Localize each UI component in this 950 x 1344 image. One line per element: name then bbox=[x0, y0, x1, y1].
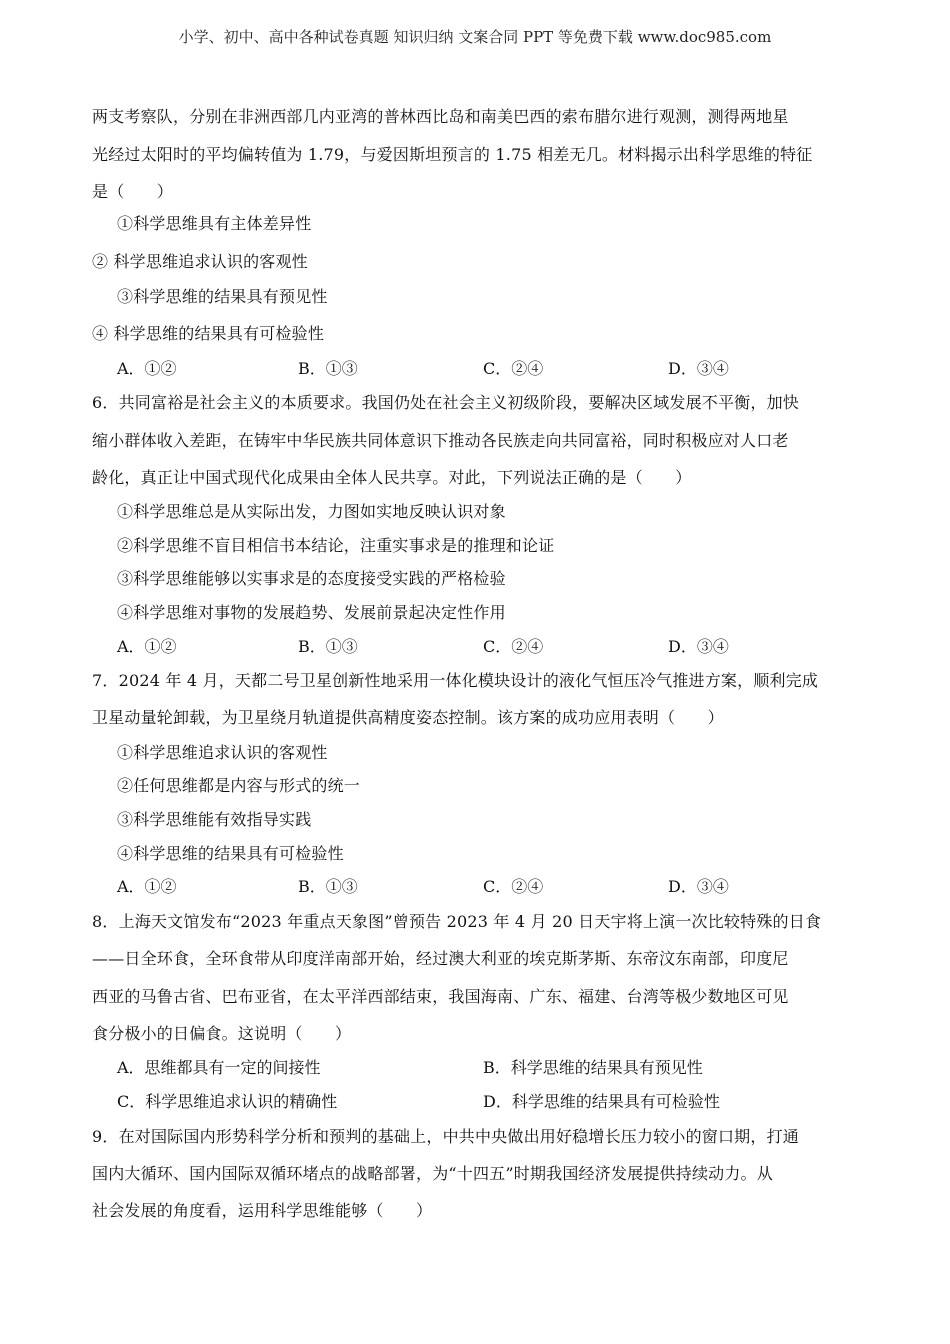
q7-item: ①科学思维追求认识的客观性 bbox=[117, 743, 328, 762]
q8-option-b[interactable]: B．科学思维的结果具有预见性 bbox=[483, 1058, 703, 1077]
q5-item: ② 科学思维追求认识的客观性 bbox=[92, 252, 308, 271]
q6-stem-line: 龄化，真正让中国式现代化成果由全体人民共享。对此，下列说法正确的是（ ） bbox=[92, 468, 692, 487]
q6-option-a[interactable]: A．①② bbox=[117, 637, 177, 656]
q6-option-b[interactable]: B．①③ bbox=[298, 637, 358, 656]
q5-stem-line: 两支考察队，分别在非洲西部几内亚湾的普林西比岛和南美巴西的索布腊尔进行观测，测得两地星 bbox=[92, 107, 789, 126]
q8-stem-line: 西亚的马鲁古省、巴布亚省，在太平洋西部结束，我国海南、广东、福建、台湾等极少数地区可见 bbox=[92, 987, 789, 1006]
q8-stem-line: 8．上海天文馆发布“2023 年重点天象图”曾预告 2023 年 4 月 20 日天宇将上演一次比较特殊的日食 bbox=[92, 912, 822, 931]
q8-stem-line: 食分极小的日偏食。这说明（ ） bbox=[92, 1024, 352, 1043]
q8-option-a[interactable]: A．思维都具有一定的间接性 bbox=[117, 1058, 321, 1077]
q7-stem-line: 7．2024 年 4 月，天都二号卫星创新性地采用一体化模块设计的液化气恒压冷气推进方案，顺利完成 bbox=[92, 671, 819, 690]
q6-item: ①科学思维总是从实际出发，力图如实地反映认识对象 bbox=[117, 502, 506, 521]
q5-option-b[interactable]: B．①③ bbox=[298, 359, 358, 378]
q5-stem-line: 光经过太阳时的平均偏转值为 1.79，与爱因斯坦预言的 1.75 相差无几。材料揭示出科学思维的特征 bbox=[92, 145, 813, 164]
q8-option-d[interactable]: D．科学思维的结果具有可检验性 bbox=[483, 1092, 720, 1111]
q5-option-c[interactable]: C．②④ bbox=[483, 359, 544, 378]
q6-item: ②科学思维不盲目相信书本结论，注重实事求是的推理和论证 bbox=[117, 536, 555, 555]
q7-stem-line: 卫星动量轮卸载，为卫星绕月轨道提供高精度姿态控制。该方案的成功应用表明（ ） bbox=[92, 708, 724, 727]
q7-option-b[interactable]: B．①③ bbox=[298, 877, 358, 896]
q6-stem-line: 缩小群体收入差距，在铸牢中华民族共同体意识下推动各民族走向共同富裕，同时积极应对人口老 bbox=[92, 431, 789, 450]
q7-option-a[interactable]: A．①② bbox=[117, 877, 177, 896]
q5-stem-line: 是（ ） bbox=[92, 182, 174, 201]
q7-option-c[interactable]: C．②④ bbox=[483, 877, 544, 896]
q8-stem-line: ——日全环食，全环食带从印度洋南部开始，经过澳大利亚的埃克斯茅斯、东帝汶东南部，印度尼 bbox=[92, 949, 789, 968]
q5-item: ④ 科学思维的结果具有可检验性 bbox=[92, 324, 325, 343]
q6-stem-line: 6．共同富裕是社会主义的本质要求。我国仍处在社会主义初级阶段，要解决区域发展不平衡，加快 bbox=[92, 393, 799, 412]
q6-item: ④科学思维对事物的发展趋势、发展前景起决定性作用 bbox=[117, 603, 506, 622]
q5-item: ③科学思维的结果具有预见性 bbox=[117, 287, 328, 306]
q6-option-d[interactable]: D．③④ bbox=[668, 637, 729, 656]
q6-item: ③科学思维能够以实事求是的态度接受实践的严格检验 bbox=[117, 569, 506, 588]
q7-item: ④科学思维的结果具有可检验性 bbox=[117, 844, 344, 863]
q9-stem-line: 9．在对国际国内形势科学分析和预判的基础上，中共中央做出用好稳增长压力较小的窗口期，打通 bbox=[92, 1127, 799, 1146]
q6-option-c[interactable]: C．②④ bbox=[483, 637, 544, 656]
q7-option-d[interactable]: D．③④ bbox=[668, 877, 729, 896]
page-header: 小学、初中、高中各种试卷真题 知识归纳 文案合同 PPT 等免费下载 www.doc985.com bbox=[178, 28, 772, 46]
q5-item: ①科学思维具有主体差异性 bbox=[117, 214, 312, 233]
q5-option-a[interactable]: A．①② bbox=[117, 359, 177, 378]
q8-option-c[interactable]: C．科学思维追求认识的精确性 bbox=[117, 1092, 338, 1111]
q7-item: ③科学思维能有效指导实践 bbox=[117, 810, 312, 829]
q9-stem-line: 国内大循环、国内国际双循环堵点的战略部署，为“十四五”时期我国经济发展提供持续动力。从 bbox=[92, 1164, 773, 1183]
q7-item: ②任何思维都是内容与形式的统一 bbox=[117, 776, 361, 795]
q5-option-d[interactable]: D．③④ bbox=[668, 359, 729, 378]
q9-stem-line: 社会发展的角度看，运用科学思维能够（ ） bbox=[92, 1201, 433, 1220]
